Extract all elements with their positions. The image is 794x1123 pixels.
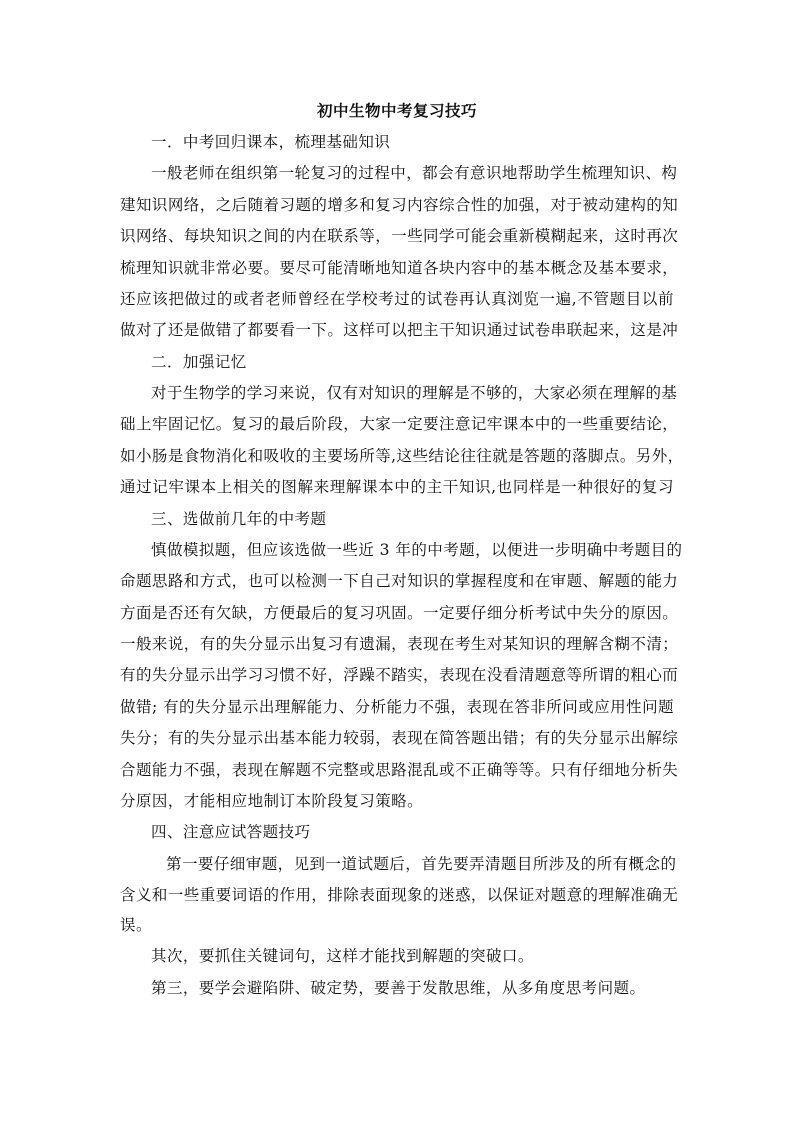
paragraph-line: 如小肠是食物消化和吸收的主要场所等,这些结论往往就是答题的落脚点。另外， — [120, 447, 684, 465]
paragraph-line: 还应该把做过的或者老师曾经在学校考过的试卷再认真浏览一遍,不管题目以前 — [120, 290, 674, 308]
paragraph-line: 一般来说，有的失分显示出复习有遗漏，表现在考生对某知识的理解含糊不清； — [120, 635, 679, 653]
paragraph-line: 分原因，才能相应地制订本阶段复习策略。 — [120, 792, 424, 810]
paragraph-line: 失分；有的失分显示出基本能力较弱，表现在简答题出错；有的失分显示出解综 — [120, 729, 679, 747]
section-heading-4: 四、注意应试答题技巧 — [151, 823, 311, 841]
section-heading-2: 二．加强记忆 — [151, 353, 247, 371]
paragraph-line: 慎做模拟题，但应该选做一些近 3 年的中考题，以便进一步明确中考题目的 — [151, 541, 683, 559]
paragraph-line: 识网络、每块知识之间的内在联系等，一些同学可能会重新模糊起来，这时再次 — [120, 227, 679, 245]
paragraph-line: 其次，要抓住关键词句，这样才能找到解题的突破口。 — [151, 947, 534, 965]
paragraph-line: 方面是否还有欠缺，方便最后的复习巩固。一定要仔细分析考试中失分的原因。 — [120, 604, 679, 622]
paragraph-line: 一般老师在组织第一轮复习的过程中，都会有意识地帮助学生梳理知识、构 — [151, 164, 678, 182]
paragraph-line: 误。 — [120, 916, 152, 934]
section-heading-3: 三、选做前几年的中考题 — [151, 510, 327, 528]
paragraph-line: 第一要仔细审题，见到一道试题后，首先要弄清题目所涉及的所有概念的 — [166, 855, 677, 873]
paragraph-line: 通过记牢课本上相关的图解来理解课本中的主干知识,也同样是一种很好的复习 — [120, 478, 674, 496]
paragraph-line: 建知识网络，之后随着习题的增多和复习内容综合性的加强，对于被动建构的知 — [120, 196, 679, 214]
document-title: 初中生物中考复习技巧 — [316, 101, 477, 120]
paragraph-line: 合题能力不强，表现在解题不完整或思路混乱或不正确等等。只有仔细地分析失 — [120, 761, 679, 779]
paragraph-line: 做对了还是做错了都要看一下。这样可以把主干知识通过试卷串联起来，这是冲 — [120, 321, 679, 339]
paragraph-line: 含义和一些重要词语的作用，排除表面现象的迷惑，以保证对题意的理解准确无 — [120, 886, 679, 904]
paragraph-line: 对于生物学的学习来说，仅有对知识的理解是不够的，大家必须在理解的基 — [151, 384, 678, 402]
section-heading-1: 一．中考回归课本，梳理基础知识 — [151, 133, 391, 151]
paragraph-line: 有的失分显示出学习习惯不好，浮躁不踏实，表现在没看清题意等所谓的粗心而 — [120, 666, 679, 684]
paragraph-line: 做错; 有的失分显示出理解能力、分析能力不强，表现在答非所问或应用性问题 — [120, 698, 674, 716]
paragraph-line: 梳理知识就非常必要。要尽可能清晰地知道各块内容中的基本概念及基本要求， — [120, 259, 679, 277]
paragraph-line: 第三，要学会避陷阱、破定势，要善于发散思维，从多角度思考问题。 — [151, 979, 646, 997]
paragraph-line: 础上牢固记忆。复习的最后阶段，大家一定要注意记牢课本中的一些重要结论， — [120, 415, 679, 433]
paragraph-line: 命题思路和方式，也可以检测一下自己对知识的掌握程度和在审题、解题的能力 — [120, 572, 679, 590]
